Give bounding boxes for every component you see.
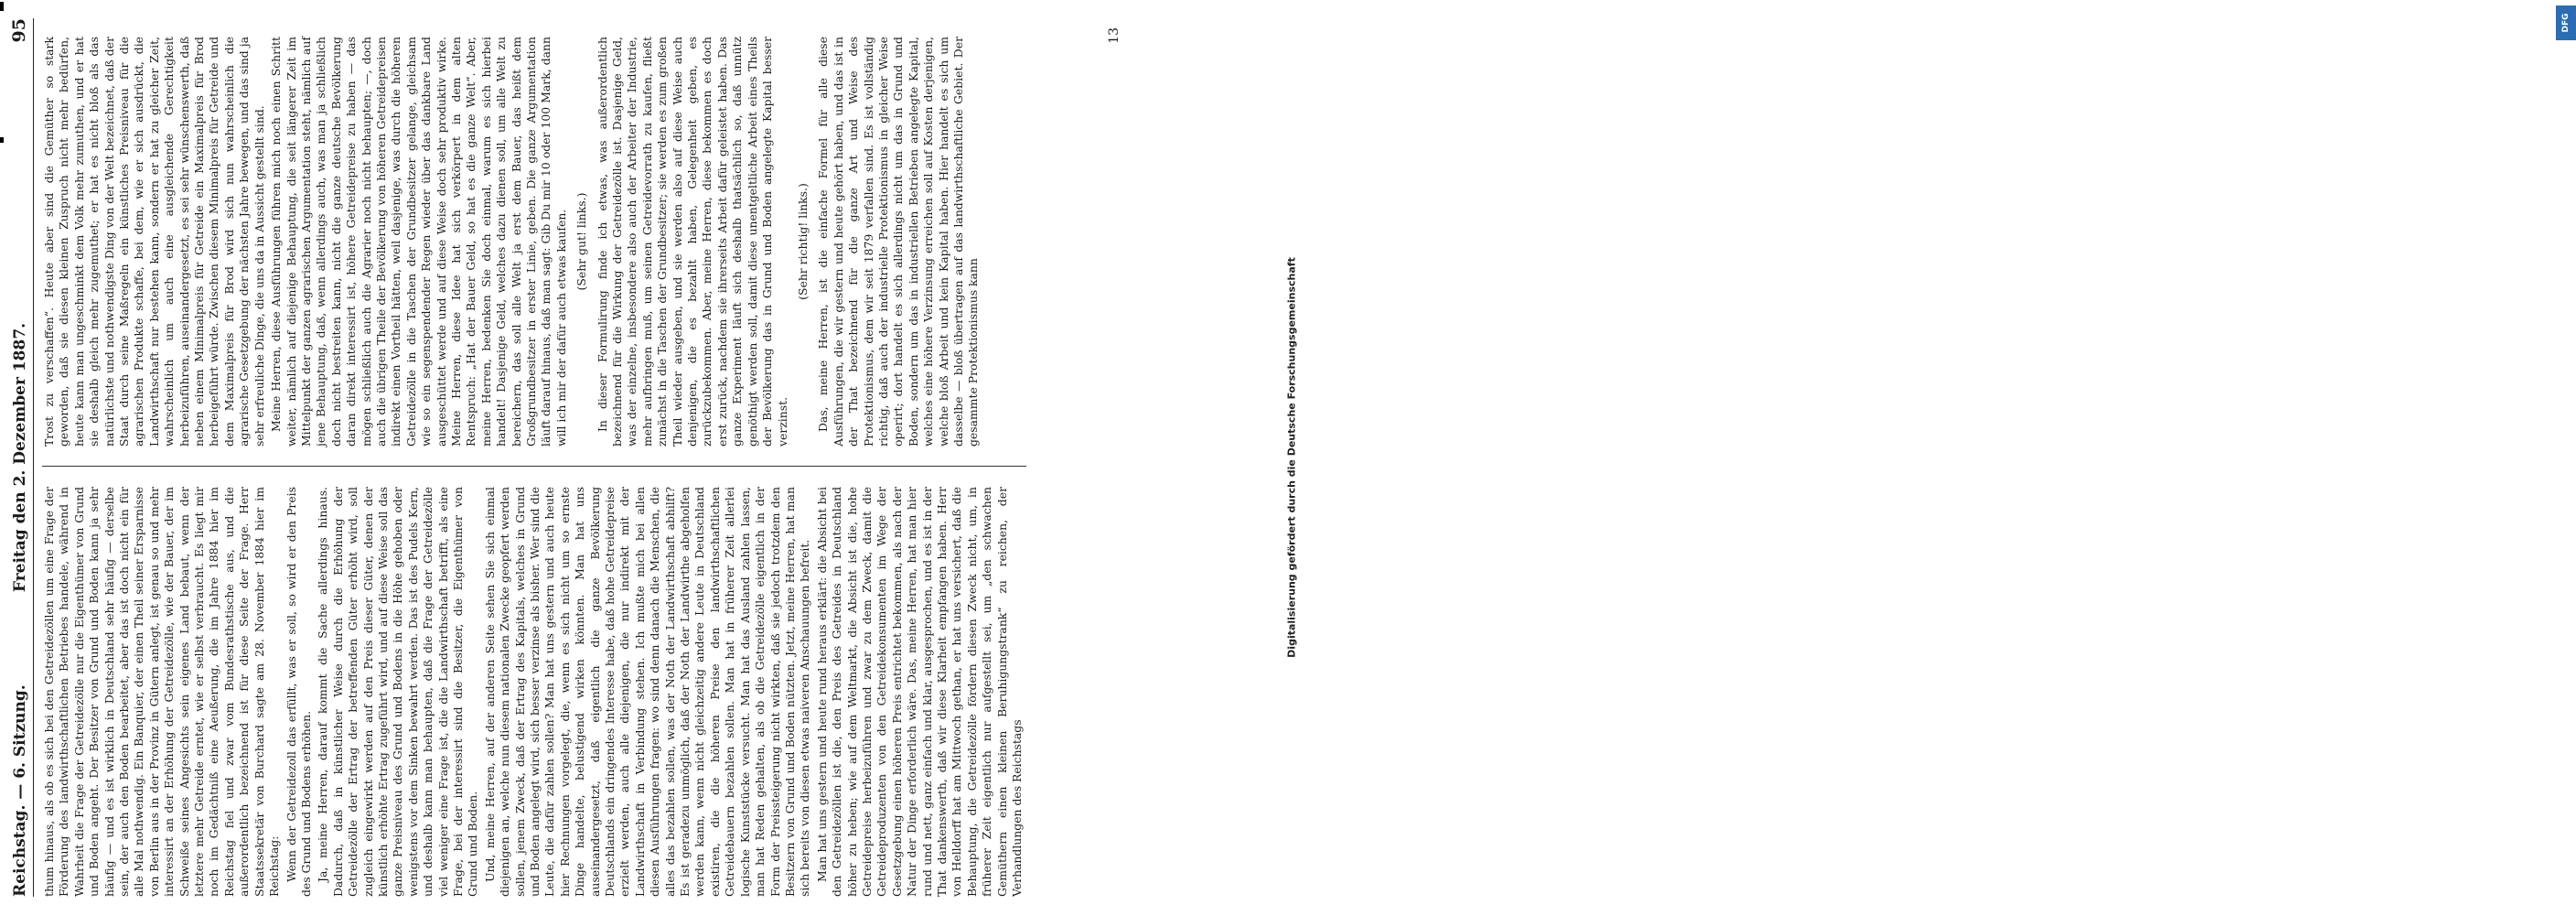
paragraph: Das, meine Herren, ist die einfache Formel für alle diese Ausführungen, die wir gestern und heute gehört haben, und das ist in der That bezeichnend für die ganze Art und Weise des Protektionismus, dem wir seit 1879 verfallen sind. Es ist vollständig richtig, daß auch der industrielle Protektionismus in gleicher Weise operirt; dort handelt es sich allerdings nicht um das in Grund und Boden, sondern um das in industriellen Betrieben angelegte Kapital, welches eine höhere Verzinsung erreichen soll auf Kosten derjenigen, welche bloß Arbeit und kein Kapital haben. Hier handelt es sich um dasselbe — bloß übertragen auf das landwirthschaftliche Gebiet. Der gesammte Protektionismus kann bbox=[816, 37, 981, 447]
paragraph: Trost zu verschaffen“. Heute aber sind die Gemüther so stark geworden, daß sie diesen kleinen Zuspruch nicht mehr bedürfen, heute kann man ungeschminkt dem Volk mehr zumuthen, und er hat sie deshalb gleich mehr zugemuthet; er hat es nicht bloß als das natürlichste und nothwendigste Ding von der Welt bezeichnet, daß der Staat durch seine Maßregeln ein künstliches Preisniveau für die agrarischen Produkte schaffe, bei dem, wie er sich ausdrückt, die Landwirthschaft nur bestehen kann, sondern er hat zu gleicher Zeit, wahrscheinlich um auch eine ausgleichende Gerechtigkeit herbeizuführen, auseinandergesetzt, es sei sehr wünschenswerth, daß neben einem Minimalpreis für Getreide ein Maximalpreis für Brod herbeigeführt würde. Zwischen diesem Minimalpreis für Getreide und dem Maximalpreis für Brod wird sich nun wahrscheinlich die agrarische Gesetzgebung der nächsten Jahre bewegen, und das sind ja sehr erfreuliche Dinge, die uns da in Aussicht gestellt sind. bbox=[42, 37, 266, 447]
paragraph: Man hat uns gestern und heute rund heraus erklärt: die Absicht bei den Getreidezöllen ist die, den Preis des Getreides in Deutschland höher zu heben; wie auf dem Weltmarkt, die Absicht ist die, hohe Getreidepreise herbeizuführen und zwar zu dem Zweck, damit die Getreideproduzenten von den Getreidekonsumenten im Wege der Gesetzgebung einen höheren Preis entrichtet bekommen, als nach der Natur der Dinge erforderlich wäre. Das, meine Herren, hat man hier rund und nett, ganz einfach und klar, ausgesprochen, und es ist in der That dankenswerth, daß wir diese Klarheit empfangen haben. Herr von Helldorff hat am Mittwoch gethan, er hat uns versichert, daß die Behauptung, die Getreidezölle fördern diesen Zweck nicht, um, in früherer Zeit eigentlich nur aufgestellt sei, um „den schwachen Gemüthern einen kleinen Beruhigungstrank“ zu reichen, der Verhandlungen des Reichstags bbox=[814, 487, 1024, 897]
sheet-signature: 13 bbox=[1107, 27, 1122, 44]
scan-edge-mark bbox=[0, 2, 4, 11]
scan-edge-mark bbox=[0, 137, 4, 143]
running-head-left: Reichstag. — 6. Sitzung. bbox=[11, 684, 29, 897]
paragraph: Und, meine Herren, auf der anderen Seite sehen Sie sich einmal diejenigen an, welche nun diesem nationalen Zwecke geopfert werden sollen, jenem Zweck, daß der Ertrag des Kapitals, welches in Grund und Boden angelegt wird, sich besser verzinse als bisher. Wer sind die Leute, die dafür zahlen sollen? Man hat uns gestern und auch heute hier Rechnungen vorgelegt, die, wenn es sich nicht um so ernste Dinge handelte, belustigend wirken könnten. Man hat uns auseinandergesetzt, daß eigentlich die ganze Bevölkerung Deutschlands ein dringendes Interesse habe, daß hohe Getreidepreise erzielt werden, auch alle diejenigen, die nur indirekt mit der Landwirthschaft in Verbindung stehen. Ich mußte mich bei allen diesen Ausführungen fragen: wo sind denn danach die Menschen, die alles das bezahlen sollen, was der Noth der Landwirthschaft abhilft? Es ist geradezu unmöglich, daß der Noth der Landwirthe abgeholfen werden kann, wenn nicht gleichzeitig andere Leute in Deutschland existiren, die die höheren Preise den landwirthschaftlichen Getreidebauern bezahlen sollen. Man hat in früherer Zeit allerlei logische Kunststücke versucht. Man hat das Ausland zahlen lassen, man hat Reden gehalten, als ob die Getreidezölle eigentlich in der Form der Preissteigerung nicht wirkten, daß sie jedoch trotzdem den Besitzern von Grund und Boden nützten. Jetzt, meine Herren, hat man sich bereits von diesen etwas naiveren Anschauungen befreit. bbox=[482, 487, 812, 897]
paragraph: thum hinaus, als ob es sich bei den Getreidezöllen um eine Frage der Förderung des landwirthschaftlichen Betriebes handele, während in Wahrheit die Frage der Getreidezölle nur die Eigenthümer von Grund und Boden angeht. Der Besitzer von Grund und Boden kann ja sehr häufig — und es ist wirklich in Deutschland sehr häufig — derselbe sein, der auch den Boden bearbeitet, aber das ist doch nicht ein für alle Mal nothwendig. Ein Banquier, der einen Theil seiner Ersparnisse von Berlin aus in der Provinz in Gütern anlegt, ist genau so und mehr interessirt an der Erhöhung der Getreidezölle, wie der Bauer, der im Schweiße seines Angesichts sein eigenes Land bebaut, wenn der letztere mehr Getreide erntet, wie er selbst verbraucht. Es liegt mir noch im Gedächtniß eine Aeußerung, die im Jahre 1884 hier im Reichstag fiel und zwar vom Bundesrathstische aus, und die außerordentlich bezeichnend ist für diese Seite der Frage. Herr Staatssekretär von Burchard sagte am 28. November 1884 hier im Reichstag: bbox=[42, 487, 282, 897]
paragraph: Ja, meine Herren, darauf kommt die Sache allerdings hinaus. Dadurch, daß in künstlicher Weise durch die Erhöhung der Getreidezölle der Ertrag der betreffenden Güter erhöht wird, soll zugleich eingewirkt werden auf den Preis dieser Güter, denen der künstlich erhöhte Ertrag zugeführt wird, und auf diese Weise soll das ganze Preisniveau des Grund und Bodens in die Höhe gehoben oder wenigstens vor dem Sinken bewahrt werden. Das ist des Pudels Kern, und deshalb kann man behaupten, daß die Frage der Getreidezölle viel weniger eine Frage ist, die die Landwirthschaft betrifft, als eine Frage, bei der interessirt sind die Besitzer, die Eigenthümer von Grund und Boden. bbox=[316, 487, 480, 897]
dfg-logo bbox=[2556, 5, 2576, 40]
column-divider bbox=[42, 466, 1026, 467]
interjection: (Sehr gut! links.) bbox=[574, 192, 589, 291]
right-text-column bbox=[42, 37, 1283, 447]
running-head-date: Freitag den 2. Dezember 1887. bbox=[11, 322, 29, 593]
paragraph: Wenn der Getreidezoll das erfüllt, was er soll, so wird er den Preis des Grund und Bodens erhöhen. bbox=[284, 487, 313, 897]
paragraph: In dieser Formulirung finde ich etwas, was außerordentlich bezeichnend für die Wirkung der Getreidezölle ist. Dasjenige Geld, was der einzelne, insbesondere also auch der Arbeiter der Industrie, mehr aufbringen muß, um seinen Getreidevorrath zu kaufen, fließt zunächst in die Taschen der Grundbesitzer; sie werden es zum großen Theil wieder ausgeben, und sie werden also auf diese Weise auch denjenigen, die es bezahlt haben, Gelegenheit geben, es zurückzubekommen. Aber, meine Herren, diese bekommen es doch erst zurück, nachdem sie ihrerseits Arbeit dafür geleistet haben. Das ganze Experiment läuft sich deshalb thatsächlich so, daß unnütz genöthigt werden soll, damit diese unentgeltliche Arbeit eines Theils der Bevölkerung das in Grund und Boden angelegte Kapital besser verzinst. bbox=[595, 37, 789, 447]
paragraph: Meine Herren, diese Ausführungen führen mich noch einen Schritt weiter, nämlich auf diejenige Behauptung, die seit längerer Zeit im Mittelpunkt der ganzen agrarischen Argumentation steht, nämlich auf jene Behauptung, daß, wenn allerdings auch, was man ja schließlich doch nicht bestreiten kann, nicht die ganze deutsche Bevölkerung daran direkt interessirt ist, höhere Getreidepreise zu haben — das mögen schließlich auch die Agrarier noch nicht behaupten; —, doch auch die übrigen Theile der Bevölkerung von höheren Getreidepreisen indirekt einen Vortheil hätten, weil dasjenige, was durch die höheren Getreidezölle in die Taschen der Grundbesitzer gelange, gleichsam wie so ein segenspendender Regen wieder über das dankbare Land ausgeschüttet werde und auf diese Weise doch sehr produktiv wirke. Meine Herren, diese Idee hat sich verkörpert in dem alten Rentspruch: „Hat der Bauer Geld, so hat es die ganze Welt“. Aber, meine Herren, bedenken Sie doch einmal, warum es sich hierbei handelt! Dasjenige Geld, welches dazu dienen soll, um alle Welt zu bereichern, das soll alle Welt ja erst dem Bauer, das heißt dem Großgrundbesitzer in erster Linie, geben. Die ganze Argumentation läuft darauf hinaus, daß man sagt: Gib Du mir 10 oder 100 Mark, dann will ich mir der dafür auch etwas kaufen. bbox=[269, 37, 568, 447]
dfg-logo-text: DFG bbox=[2561, 13, 2571, 33]
page-number: 95 bbox=[9, 18, 29, 43]
running-head bbox=[9, 18, 34, 897]
left-text-column bbox=[42, 487, 1283, 897]
interjection: (Sehr richtig! links.) bbox=[795, 183, 810, 300]
digitization-credit: Digitalisierung gefördert durch die Deutsche Forschungsgemeinschaft bbox=[1285, 257, 1298, 658]
